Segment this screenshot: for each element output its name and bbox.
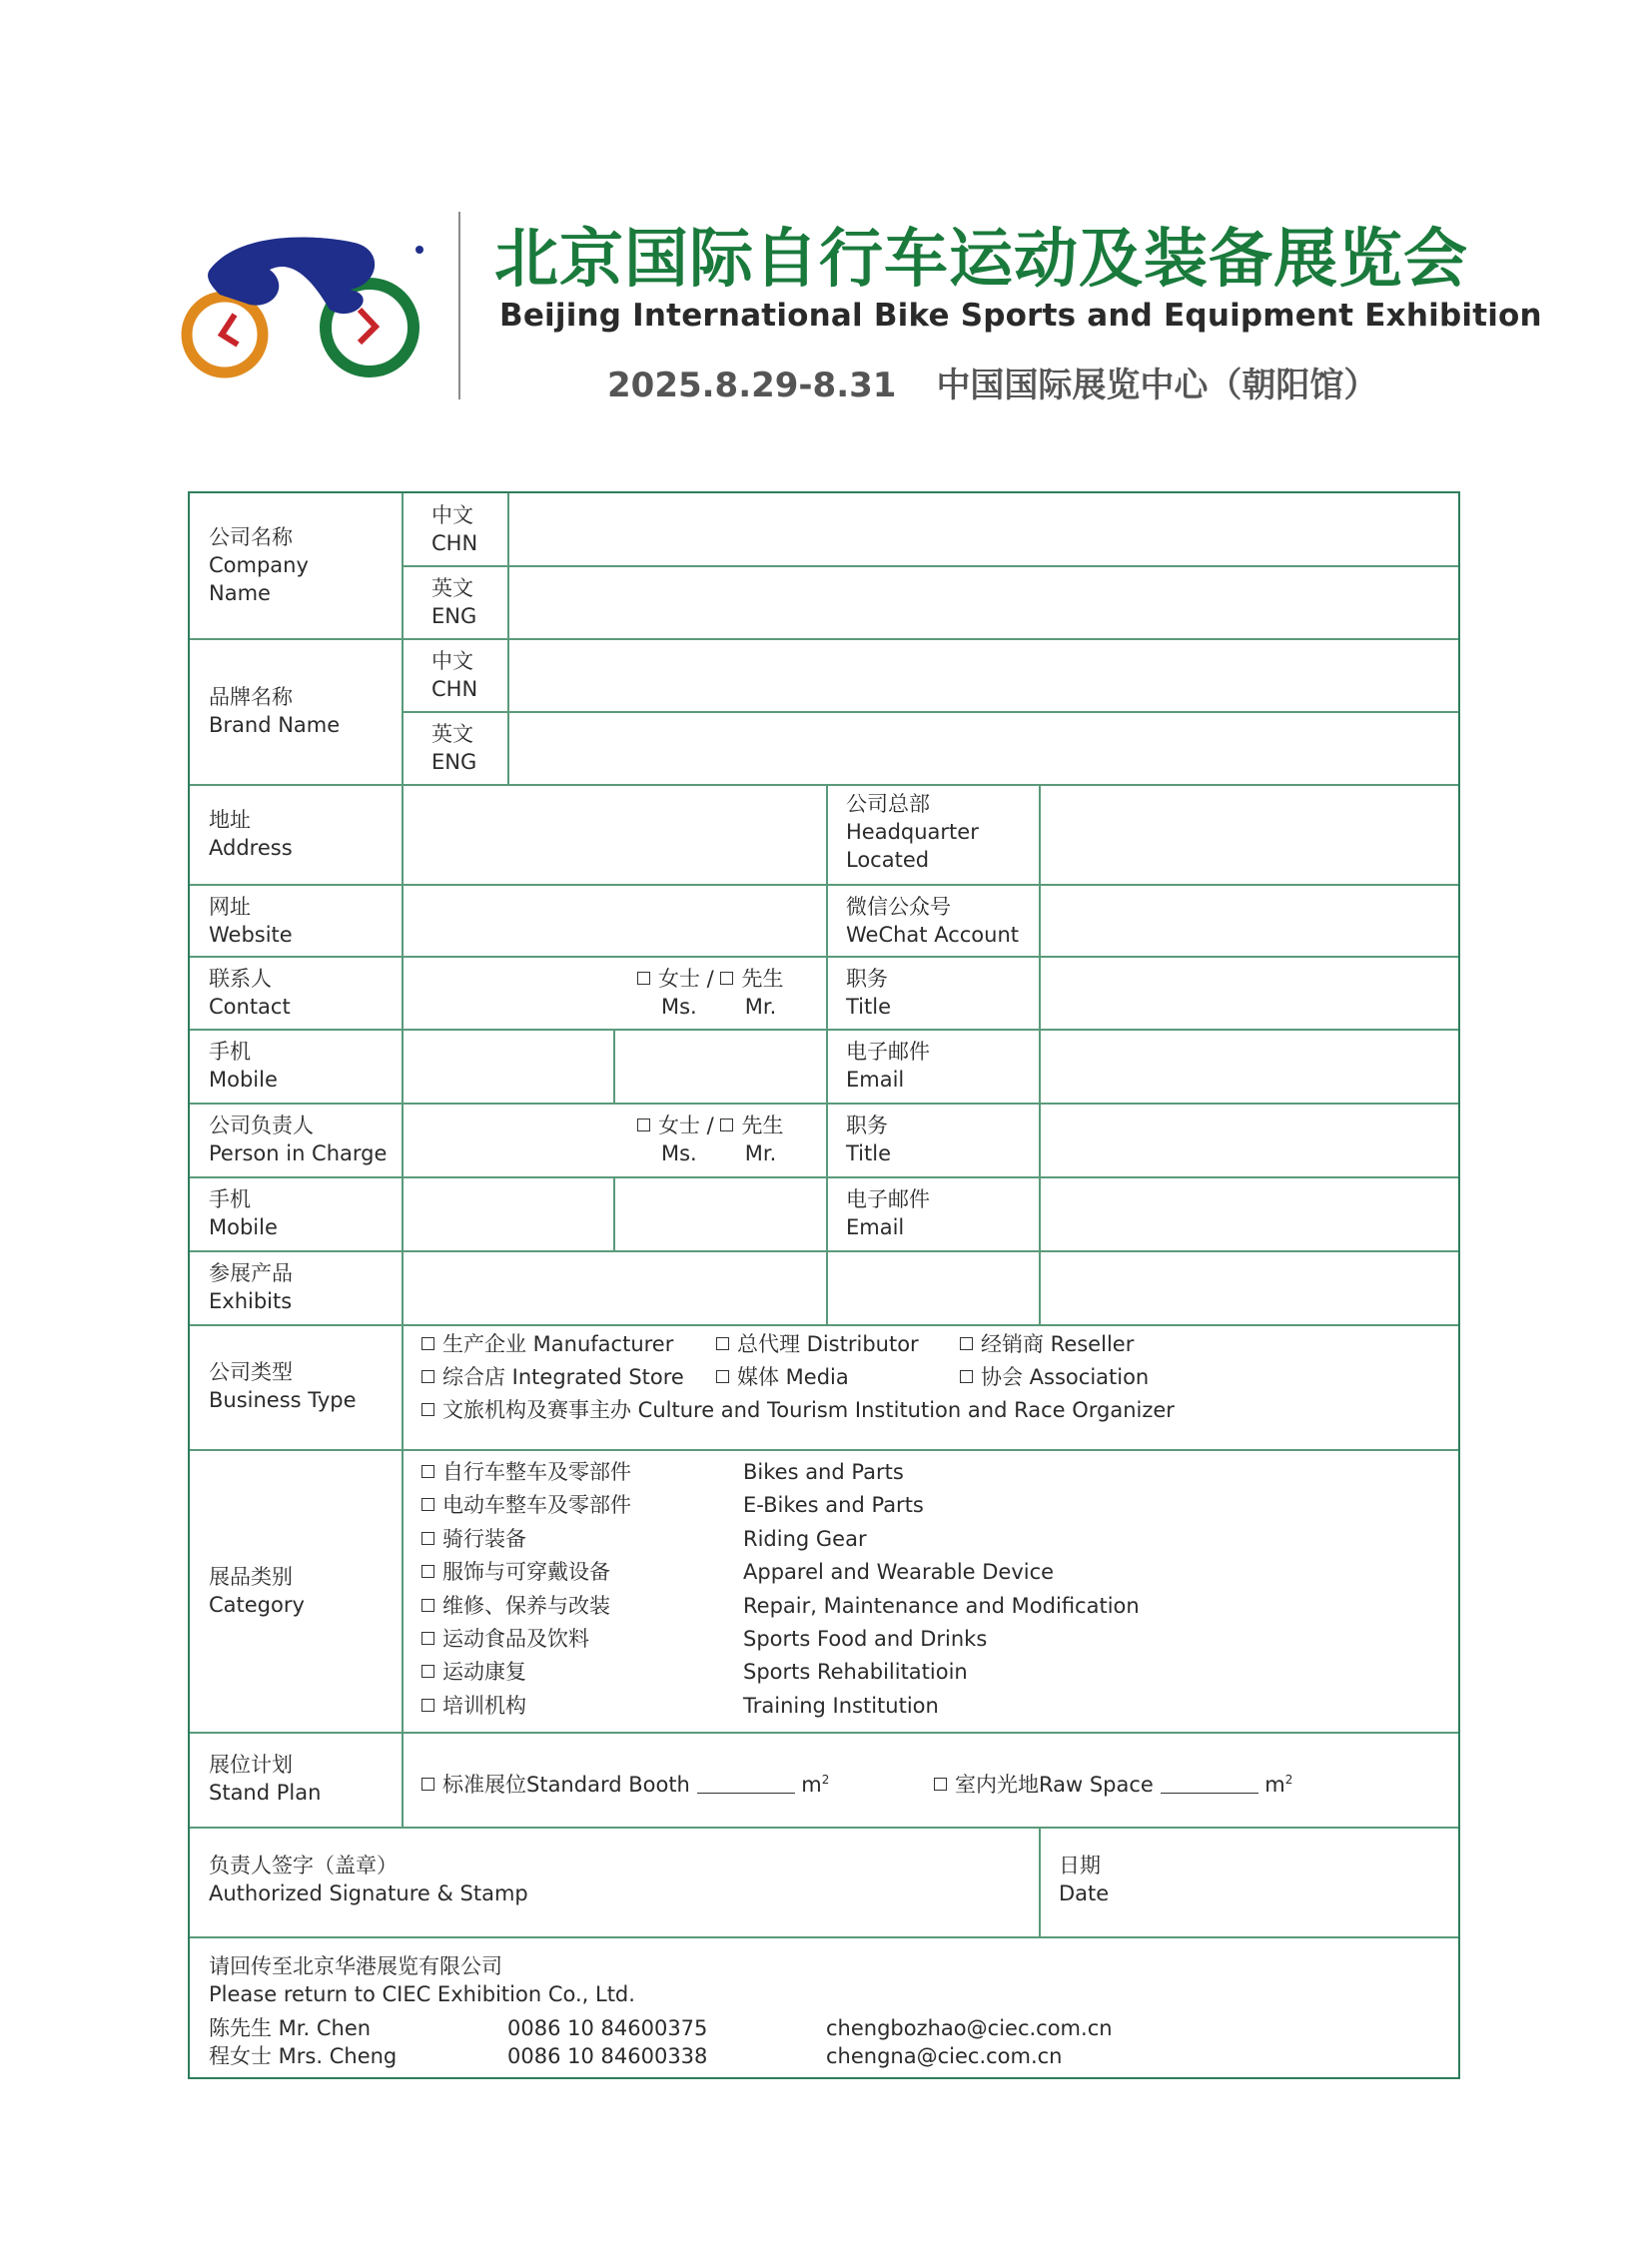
event-date-venue bbox=[607, 358, 1377, 406]
exhibits-label: 参展产品 Exhibits bbox=[209, 1261, 293, 1313]
exhibits-field[interactable] bbox=[404, 1251, 1458, 1324]
registration-form bbox=[188, 491, 1460, 2079]
row-divider bbox=[190, 1449, 1458, 1451]
company-chn-label: 中文 CHN bbox=[431, 503, 478, 555]
raw-space-area-field[interactable] bbox=[1161, 1773, 1258, 1794]
ms-checkbox[interactable] bbox=[637, 972, 650, 985]
checkbox[interactable] bbox=[421, 1699, 434, 1712]
person-salutation: 女士 / 先生 Ms. Mr. bbox=[637, 1112, 783, 1167]
category-cn: 培训机构 bbox=[442, 1693, 526, 1718]
company-eng-label: 英文 ENG bbox=[431, 576, 477, 628]
business-type-option[interactable]: 生产企业 Manufacturer bbox=[421, 1328, 673, 1361]
hq-label: 公司总部 Headquarter Located bbox=[846, 792, 979, 872]
checkbox[interactable] bbox=[421, 1665, 434, 1678]
wechat-label: 微信公众号 WeChat Account bbox=[846, 895, 1019, 947]
email-field[interactable] bbox=[1041, 1177, 1458, 1250]
mobile-label: 手机 Mobile bbox=[209, 1187, 278, 1239]
cyclist-logo-icon bbox=[180, 215, 429, 394]
hq-field[interactable] bbox=[1041, 785, 1458, 884]
brand-chn-field[interactable] bbox=[509, 639, 1458, 711]
checkbox[interactable] bbox=[934, 1778, 947, 1791]
checkbox[interactable] bbox=[960, 1370, 973, 1383]
mr-checkbox[interactable] bbox=[720, 1119, 733, 1131]
contact-emails bbox=[826, 2014, 1113, 2070]
company-chn-field[interactable] bbox=[509, 493, 1458, 565]
email-link[interactable]: chengna@ciec.com.cn bbox=[826, 2044, 1063, 2068]
category-en: E-Bikes and Parts bbox=[743, 1493, 924, 1518]
category-cn: 运动食品及饮料 bbox=[442, 1627, 589, 1651]
raw-space-option[interactable]: 室内光地Raw Space $m^2$ bbox=[934, 1764, 1292, 1802]
contact-names: 陈先生 Mr. Chen 程女士 Mrs. Cheng bbox=[209, 2016, 398, 2068]
business-type-option[interactable]: 文旅机构及赛事主办 Culture and Tourism Institution and Race Organizer bbox=[421, 1394, 1175, 1427]
category-en: Apparel and Wearable Device bbox=[743, 1560, 1055, 1585]
event-venue: 中国国际展览中心（朝阳馆） bbox=[936, 366, 1378, 405]
business-type-option[interactable]: 总代理 Distributor bbox=[716, 1328, 919, 1361]
checkbox[interactable] bbox=[960, 1337, 973, 1350]
checkbox[interactable] bbox=[421, 1370, 434, 1383]
contact-field[interactable] bbox=[404, 957, 613, 1029]
category-option[interactable] bbox=[421, 1590, 610, 1623]
checkbox[interactable] bbox=[421, 1465, 434, 1478]
business-type-option[interactable]: 媒体 Media bbox=[716, 1361, 849, 1394]
website-field[interactable] bbox=[404, 885, 826, 956]
category-en: Sports Rehabilitatioin bbox=[743, 1660, 968, 1685]
person-in-charge-field[interactable] bbox=[404, 1104, 613, 1176]
category-en: Training Institution bbox=[743, 1693, 939, 1718]
brand-name-label: 品牌名称 Brand Name bbox=[209, 685, 341, 737]
header-divider bbox=[458, 212, 460, 399]
business-type-label: 公司类型 Business Type bbox=[209, 1360, 357, 1412]
row-divider bbox=[190, 1936, 1458, 1938]
mobile-label: 手机 Mobile bbox=[209, 1040, 278, 1092]
stand-plan-label: 展位计划 Stand Plan bbox=[209, 1753, 322, 1805]
row-divider bbox=[190, 1732, 1458, 1734]
category-option[interactable] bbox=[421, 1523, 526, 1556]
checkbox[interactable] bbox=[421, 1778, 434, 1791]
checkbox[interactable] bbox=[421, 1632, 434, 1645]
business-type-option[interactable]: 经销商 Reseller bbox=[960, 1328, 1134, 1361]
col-divider bbox=[826, 784, 828, 1324]
contact-title-label: 职务 Title bbox=[846, 967, 892, 1019]
contact-title-field[interactable] bbox=[1041, 957, 1458, 1029]
ms-checkbox[interactable] bbox=[637, 1119, 650, 1131]
category-option[interactable] bbox=[421, 1623, 589, 1656]
mobile-field[interactable] bbox=[404, 1177, 826, 1250]
event-dates: 2025.8.29-8.31 bbox=[607, 366, 897, 405]
contact-label: 联系人 Contact bbox=[209, 967, 291, 1019]
title-chinese: 北京国际自行车运动及装备展览会 bbox=[494, 223, 1468, 297]
date-label: 日期 Date bbox=[1059, 1854, 1110, 1905]
website-label: 网址 Website bbox=[209, 895, 293, 947]
checkbox[interactable] bbox=[716, 1370, 729, 1383]
category-option[interactable] bbox=[421, 1489, 631, 1522]
business-type-option[interactable]: 协会 Association bbox=[960, 1361, 1149, 1394]
checkbox[interactable] bbox=[421, 1599, 434, 1612]
brand-chn-label: 中文 CHN bbox=[431, 649, 478, 701]
email-label: 电子邮件 Email bbox=[846, 1040, 930, 1092]
category-label: 展品类别 Category bbox=[209, 1565, 305, 1617]
category-option[interactable] bbox=[421, 1690, 526, 1723]
category-en: Repair, Maintenance and Modification bbox=[743, 1593, 1140, 1618]
person-title-field[interactable] bbox=[1041, 1104, 1458, 1176]
mobile-field[interactable] bbox=[404, 1030, 826, 1103]
checkbox[interactable] bbox=[421, 1403, 434, 1416]
date-field[interactable] bbox=[1041, 1828, 1458, 1936]
category-cn: 电动车整车及零部件 bbox=[442, 1493, 631, 1518]
checkbox[interactable] bbox=[421, 1532, 434, 1545]
signature-label: 负责人签字（盖章） Authorized Signature & Stamp bbox=[209, 1854, 528, 1905]
row-divider bbox=[190, 1324, 1458, 1326]
category-en: Sports Food and Drinks bbox=[743, 1627, 988, 1651]
category-en: Riding Gear bbox=[743, 1526, 867, 1551]
category-option[interactable] bbox=[421, 1556, 610, 1589]
category-cn: 服饰与可穿戴设备 bbox=[442, 1560, 610, 1585]
category-option[interactable] bbox=[421, 1656, 526, 1689]
brand-eng-field[interactable] bbox=[509, 712, 1458, 784]
address-field[interactable] bbox=[404, 785, 826, 884]
category-cn: 自行车整车及零部件 bbox=[442, 1460, 631, 1484]
mr-checkbox[interactable] bbox=[720, 972, 733, 985]
category-cn: 维修、保养与改装 bbox=[442, 1593, 610, 1618]
person-title-label: 职务 Title bbox=[846, 1114, 892, 1165]
wechat-field[interactable] bbox=[1041, 885, 1458, 956]
standard-booth-option[interactable]: 标准展位Standard Booth $m^2$ bbox=[421, 1764, 829, 1802]
return-info: 请回传至北京华港展览有限公司 Please return to CIEC Exhibition Co., Ltd. bbox=[209, 1954, 635, 2006]
checkbox[interactable] bbox=[421, 1337, 434, 1350]
checkbox[interactable] bbox=[421, 1498, 434, 1511]
email-label: 电子邮件 Email bbox=[846, 1187, 930, 1239]
title-english: Beijing International Bike Sports and Equipment Exhibition bbox=[499, 298, 1542, 334]
checkbox[interactable] bbox=[716, 1337, 729, 1350]
checkbox[interactable] bbox=[421, 1565, 434, 1578]
contact-phones: 0086 10 84600375 0086 10 84600338 bbox=[507, 2016, 708, 2068]
brand-eng-label: 英文 ENG bbox=[431, 722, 477, 774]
header bbox=[0, 0, 1652, 439]
address-label: 地址 Address bbox=[209, 808, 293, 860]
standard-booth-area-field[interactable] bbox=[697, 1773, 795, 1794]
contact-salutation: 女士 / 先生 Ms. Mr. bbox=[637, 965, 783, 1021]
person-in-charge-label: 公司负责人 Person in Charge bbox=[209, 1114, 388, 1165]
category-en: Bikes and Parts bbox=[743, 1460, 904, 1484]
company-eng-field[interactable] bbox=[509, 566, 1458, 638]
category-option[interactable] bbox=[421, 1456, 631, 1489]
email-link[interactable]: chengbozhao@ciec.com.cn bbox=[826, 2016, 1113, 2040]
category-cn: 骑行装备 bbox=[442, 1526, 526, 1551]
category-cn: 运动康复 bbox=[442, 1660, 526, 1685]
email-field[interactable] bbox=[1041, 1030, 1458, 1103]
company-name-label: 公司名称 Company Name bbox=[209, 525, 309, 605]
business-type-option[interactable]: 综合店 Integrated Store bbox=[421, 1361, 684, 1394]
signature-field[interactable] bbox=[192, 1828, 1039, 1936]
